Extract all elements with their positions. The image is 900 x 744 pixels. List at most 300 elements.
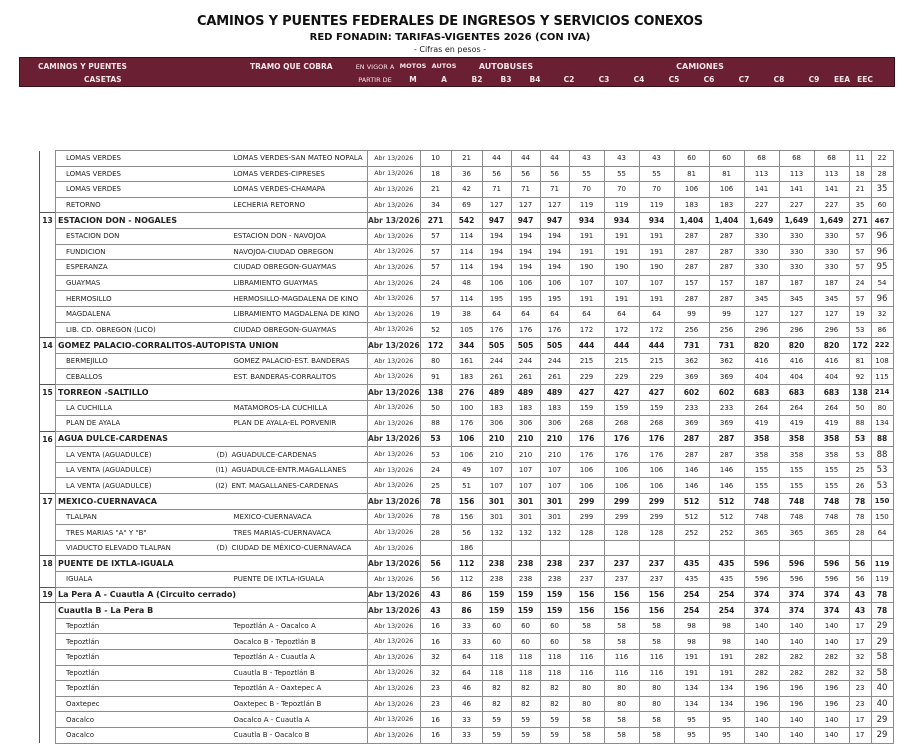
tariff-c3: 299 — [604, 494, 639, 510]
tariff-c7: 140 — [744, 634, 779, 650]
tariff-auto: 114 — [451, 244, 482, 260]
tariff-b4: 82 — [540, 681, 569, 697]
tariff-c2: 237 — [569, 572, 604, 588]
effective-date: Abr 13/2026 — [368, 462, 421, 478]
segment-cell — [206, 447, 368, 463]
toll-booth-name: Tepoztlán — [56, 650, 206, 666]
tariff-c8: 187 — [779, 275, 814, 291]
tariff-c5: 369 — [674, 416, 709, 432]
route-name: TORREON -SALTILLO — [56, 384, 368, 400]
tariff-b4: 60 — [540, 634, 569, 650]
tariff-b2: 176 — [482, 322, 511, 338]
table-row — [40, 416, 894, 432]
tariff-c2: 176 — [569, 431, 604, 447]
tariff-c4: 159 — [639, 400, 674, 416]
table-row — [40, 166, 894, 182]
tariff-c3: 107 — [604, 275, 639, 291]
table-row — [40, 696, 894, 712]
tariff-eec: 86 — [871, 322, 893, 338]
effective-date: Abr 13/2026 — [368, 665, 421, 681]
toll-booth-name: LOMAS VERDES — [56, 182, 206, 198]
tariff-c9: 282 — [814, 650, 849, 666]
tariff-b4: 82 — [540, 696, 569, 712]
tariff-c6: 254 — [709, 603, 744, 619]
toll-booth-name: Oacalco — [56, 727, 206, 743]
tariff-c9: 140 — [814, 618, 849, 634]
tariff-auto: 86 — [451, 603, 482, 619]
tariff-b3: 159 — [511, 587, 540, 603]
tariff-c3: 268 — [604, 416, 639, 432]
tariff-eec: 96 — [871, 291, 893, 307]
tariff-c4: 116 — [639, 665, 674, 681]
tariff-c6: 146 — [709, 478, 744, 494]
tariff-c8: 296 — [779, 322, 814, 338]
document-subtitle: RED FONADIN: TARIFAS-VIGENTES 2026 (CON IVA) — [309, 32, 591, 43]
tariff-auto: 56 — [451, 525, 482, 541]
route-name: GOMEZ PALACIO-CORRALITOS-AUTOPISTA UNION — [56, 338, 368, 354]
route-number — [40, 603, 56, 619]
tariff-auto: 21 — [451, 151, 482, 167]
effective-date: Abr 13/2026 — [368, 369, 421, 385]
table-row — [40, 260, 894, 276]
tariff-b3: 64 — [511, 306, 540, 322]
tariff-b2: 238 — [482, 572, 511, 588]
tariff-eea: 25 — [849, 462, 871, 478]
tariff-eea: 56 — [849, 572, 871, 588]
route-number: 14 — [40, 338, 56, 354]
tariff-c6: 191 — [709, 650, 744, 666]
effective-date: Abr 13/2026 — [368, 540, 421, 556]
tariff-eec: 96 — [871, 244, 893, 260]
tariff-c9: 264 — [814, 400, 849, 416]
tariff-b3: 505 — [511, 338, 540, 354]
tariff-eec: 150 — [871, 494, 893, 510]
tariff-c6: 362 — [709, 353, 744, 369]
tariff-c6: 98 — [709, 618, 744, 634]
segment-name: Cuautla B - Tepoztlán B — [233, 668, 315, 677]
tariff-c3: 191 — [604, 291, 639, 307]
tariff-b2: 82 — [482, 681, 511, 697]
tariff-b3: 82 — [511, 681, 540, 697]
tariff-c6: 81 — [709, 166, 744, 182]
effective-date: Abr 13/2026 — [368, 384, 421, 400]
route-number — [40, 696, 56, 712]
tariff-c2: 427 — [569, 384, 604, 400]
tariff-auto: 114 — [451, 260, 482, 276]
route-number: 17 — [40, 494, 56, 510]
segment-name: HERMOSILLO-MAGDALENA DE KINO — [233, 294, 359, 303]
effective-date: Abr 13/2026 — [368, 650, 421, 666]
table-row — [40, 665, 894, 681]
tariff-moto: 32 — [420, 665, 451, 681]
tariff-c9: 227 — [814, 197, 849, 213]
segment-cell — [206, 275, 368, 291]
tariff-b2: 194 — [482, 260, 511, 276]
segment-name: Tepoztlán A - Oacalco A — [233, 622, 316, 631]
tariff-c8: 820 — [779, 338, 814, 354]
tariff-c9: 196 — [814, 696, 849, 712]
tariff-b4: 194 — [540, 244, 569, 260]
tariff-c2: 156 — [569, 587, 604, 603]
tariff-eec: 467 — [871, 213, 893, 229]
effective-date: Abr 13/2026 — [368, 431, 421, 447]
tariff-c3: 116 — [604, 665, 639, 681]
tariff-c4: 172 — [639, 322, 674, 338]
tariff-c5: 60 — [674, 151, 709, 167]
tariff-c5: 254 — [674, 603, 709, 619]
tariff-b2: 56 — [482, 166, 511, 182]
tariff-c6: 287 — [709, 291, 744, 307]
group-row — [40, 431, 894, 447]
segment-cell — [206, 681, 368, 697]
tariff-eea: 78 — [849, 494, 871, 510]
segment-cell — [206, 416, 368, 432]
tariff-c9: 345 — [814, 291, 849, 307]
toll-booth-name: IGUALA — [56, 572, 206, 588]
tariff-c9: 140 — [814, 634, 849, 650]
tariff-c5: 146 — [674, 478, 709, 494]
tariff-c7: 296 — [744, 322, 779, 338]
tariff-moto: 50 — [420, 400, 451, 416]
tariff-auto: 276 — [451, 384, 482, 400]
route-number — [40, 525, 56, 541]
tariff-eea: 56 — [849, 556, 871, 572]
tariff-c7: 330 — [744, 228, 779, 244]
tariff-eea: 172 — [849, 338, 871, 354]
tariff-moto: 53 — [420, 447, 451, 463]
tariff-c9: 404 — [814, 369, 849, 385]
tariff-b3: 301 — [511, 494, 540, 510]
tariff-auto: 36 — [451, 166, 482, 182]
tariff-b3: 107 — [511, 462, 540, 478]
tariff-c5: 254 — [674, 587, 709, 603]
segment-name: LOMAS VERDES-CHAMAPA — [233, 185, 326, 194]
tariff-c7: 196 — [744, 696, 779, 712]
tariff-eec: 35 — [871, 182, 893, 198]
tariff-eec: 29 — [871, 634, 893, 650]
tariff-moto: 25 — [420, 478, 451, 494]
tariff-c3: 58 — [604, 712, 639, 728]
tariff-b3: 44 — [511, 151, 540, 167]
tariff-c9: 683 — [814, 384, 849, 400]
segment-name: Oaxtepec B - Tepoztlán B — [233, 700, 322, 709]
group-row — [40, 494, 894, 510]
tariff-c4: 58 — [639, 727, 674, 743]
tariff-c8: 155 — [779, 462, 814, 478]
tariff-b3: 244 — [511, 353, 540, 369]
tariff-c9: 748 — [814, 509, 849, 525]
tariff-eec: 78 — [871, 587, 893, 603]
tariff-c3: 159 — [604, 400, 639, 416]
tariff-moto: 56 — [420, 572, 451, 588]
route-number: 16 — [40, 431, 56, 447]
tariff-b4: 194 — [540, 260, 569, 276]
tariff-moto: 52 — [420, 322, 451, 338]
tariff-c6: 191 — [709, 665, 744, 681]
tariff-auto: 51 — [451, 478, 482, 494]
tariff-b2: 60 — [482, 634, 511, 650]
effective-date: Abr 13/2026 — [368, 353, 421, 369]
tariff-c2: 299 — [569, 494, 604, 510]
route-number — [40, 540, 56, 556]
header-eea: EEA — [833, 75, 851, 84]
tariff-c8: 596 — [779, 556, 814, 572]
tariff-c4: 191 — [639, 228, 674, 244]
header-c6: C6 — [703, 75, 715, 84]
tariff-c7: 264 — [744, 400, 779, 416]
segment-cell — [206, 182, 368, 198]
tariff-auto: 186 — [451, 540, 482, 556]
tariff-c2: 299 — [569, 509, 604, 525]
tariff-b3: 60 — [511, 618, 540, 634]
tariff-c4: 237 — [639, 556, 674, 572]
tariff-c9: 155 — [814, 478, 849, 494]
tariff-c5: 287 — [674, 447, 709, 463]
group-row — [40, 587, 894, 603]
table-row — [40, 572, 894, 588]
tariff-c2: 106 — [569, 478, 604, 494]
tariff-c6: 287 — [709, 228, 744, 244]
route-number — [40, 306, 56, 322]
effective-date: Abr 13/2026 — [368, 338, 421, 354]
effective-date: Abr 13/2026 — [368, 712, 421, 728]
tariff-b3: 176 — [511, 322, 540, 338]
tariff-c4: 156 — [639, 603, 674, 619]
tariff-c5: 99 — [674, 306, 709, 322]
tariff-c6: 134 — [709, 681, 744, 697]
tariff-c8: 1,649 — [779, 213, 814, 229]
tariff-c6: 369 — [709, 416, 744, 432]
tariff-c4: 116 — [639, 650, 674, 666]
tariff-eea: 23 — [849, 696, 871, 712]
tariff-c4: 106 — [639, 462, 674, 478]
tariff-moto: 24 — [420, 462, 451, 478]
tariff-c8: 416 — [779, 353, 814, 369]
route-name: AGUA DULCE-CARDENAS — [56, 431, 368, 447]
tariff-b3: 238 — [511, 572, 540, 588]
toll-booth-name: LA VENTA (AGUADULCE) — [56, 478, 206, 494]
tariff-c6: 512 — [709, 509, 744, 525]
header-c2: C2 — [563, 75, 575, 84]
tariff-c6: 95 — [709, 727, 744, 743]
table-row — [40, 650, 894, 666]
tariff-b4: 106 — [540, 275, 569, 291]
segment-cell — [206, 540, 368, 556]
tariff-c4: 427 — [639, 384, 674, 400]
tariff-c9: 374 — [814, 603, 849, 619]
tariff-moto: 57 — [420, 291, 451, 307]
tariff-c3: 176 — [604, 447, 639, 463]
segment-name: MEXICO-CUERNAVACA — [233, 512, 312, 521]
tariff-eea: 18 — [849, 166, 871, 182]
tariff-eea: 57 — [849, 228, 871, 244]
tariff-c7: 358 — [744, 431, 779, 447]
tariff-b2: 60 — [482, 618, 511, 634]
tariff-c9: 330 — [814, 260, 849, 276]
effective-date: Abr 13/2026 — [368, 509, 421, 525]
tariff-moto: 57 — [420, 244, 451, 260]
tariff-b4: 183 — [540, 400, 569, 416]
tariff-b2: 107 — [482, 462, 511, 478]
route-number — [40, 353, 56, 369]
effective-date: Abr 13/2026 — [368, 696, 421, 712]
table-row — [40, 400, 894, 416]
toll-booth-name: VIADUCTO ELEVADO TLALPAN — [56, 540, 206, 556]
tariff-c5: 362 — [674, 353, 709, 369]
tariff-c5 — [674, 540, 709, 556]
tariff-auto: 105 — [451, 322, 482, 338]
segment-cell — [206, 665, 368, 681]
toll-booth-name: Oaxtepec — [56, 696, 206, 712]
tariff-c9: 140 — [814, 712, 849, 728]
tariff-b2: 107 — [482, 478, 511, 494]
tariff-moto: 32 — [420, 650, 451, 666]
tariff-b2: 244 — [482, 353, 511, 369]
tariff-auto: 344 — [451, 338, 482, 354]
route-number — [40, 634, 56, 650]
effective-date: Abr 13/2026 — [368, 197, 421, 213]
tariff-c9: 358 — [814, 447, 849, 463]
tariff-b4: 210 — [540, 447, 569, 463]
tariff-auto: 33 — [451, 727, 482, 743]
header-c7: C7 — [738, 75, 750, 84]
tariff-c9: 330 — [814, 228, 849, 244]
tariff-c2: 58 — [569, 712, 604, 728]
tariff-b2: 489 — [482, 384, 511, 400]
tariff-c6: 369 — [709, 369, 744, 385]
tariff-c7: 282 — [744, 665, 779, 681]
tariff-c4: 43 — [639, 151, 674, 167]
tariff-auto: 46 — [451, 681, 482, 697]
effective-date: Abr 13/2026 — [368, 556, 421, 572]
tariff-c4: 190 — [639, 260, 674, 276]
tariff-c7: 155 — [744, 478, 779, 494]
segment-cell — [206, 197, 368, 213]
tariff-c2: 229 — [569, 369, 604, 385]
segment-name: TRES MARIAS-CUERNAVACA — [233, 528, 331, 537]
tariff-c2: 934 — [569, 213, 604, 229]
tariff-moto: 24 — [420, 275, 451, 291]
tariff-b4: 127 — [540, 197, 569, 213]
tariff-b3: 183 — [511, 400, 540, 416]
tariff-moto: 10 — [420, 151, 451, 167]
tariff-b2: 194 — [482, 228, 511, 244]
table-row — [40, 478, 894, 494]
tariff-c8: 227 — [779, 197, 814, 213]
currency-note: - Cifras en pesos - — [413, 45, 487, 54]
tariff-c2: 176 — [569, 447, 604, 463]
tariff-auto: 33 — [451, 634, 482, 650]
tariff-eec: 95 — [871, 260, 893, 276]
tariff-c5: 602 — [674, 384, 709, 400]
effective-date: Abr 13/2026 — [368, 525, 421, 541]
tariff-c6: 287 — [709, 260, 744, 276]
route-number — [40, 712, 56, 728]
tariff-c4: 268 — [639, 416, 674, 432]
effective-date: Abr 13/2026 — [368, 306, 421, 322]
tariff-c7: 596 — [744, 572, 779, 588]
tariff-c5: 98 — [674, 618, 709, 634]
toll-booth-name: Tepoztlán — [56, 618, 206, 634]
tariff-c2: 268 — [569, 416, 604, 432]
table-row — [40, 322, 894, 338]
tariff-c9: 113 — [814, 166, 849, 182]
tariff-c4: 58 — [639, 712, 674, 728]
tariff-auto: 100 — [451, 400, 482, 416]
header-autos: AUTOS — [431, 62, 457, 70]
segment-cell — [206, 244, 368, 260]
route-number — [40, 369, 56, 385]
tariff-b2: 301 — [482, 494, 511, 510]
tariff-c6: 99 — [709, 306, 744, 322]
tariff-c9: 596 — [814, 556, 849, 572]
tariff-auto: 69 — [451, 197, 482, 213]
tariff-b4: 210 — [540, 431, 569, 447]
tariff-c5: 252 — [674, 525, 709, 541]
tariff-c3: 237 — [604, 556, 639, 572]
tariff-c7: 345 — [744, 291, 779, 307]
direction-prefix: (D) — [216, 544, 228, 553]
segment-name: PLAN DE AYALA-EL PORVENIR — [233, 419, 337, 428]
segment-name: ENT. MAGALLANES-CARDENAS — [231, 481, 339, 490]
tariff-eea: 17 — [849, 727, 871, 743]
tariff-eea: 43 — [849, 603, 871, 619]
tariff-b4: 194 — [540, 228, 569, 244]
table-row — [40, 525, 894, 541]
tariff-eea: 17 — [849, 634, 871, 650]
tariff-auto: 156 — [451, 509, 482, 525]
toll-booth-name: TLALPAN — [56, 509, 206, 525]
tariff-eea: 17 — [849, 618, 871, 634]
tariff-c3: 190 — [604, 260, 639, 276]
tariff-auto: 33 — [451, 618, 482, 634]
tariff-c8: 264 — [779, 400, 814, 416]
header-b4: B4 — [529, 75, 541, 84]
tariff-c8: 140 — [779, 618, 814, 634]
tariff-c3: 934 — [604, 213, 639, 229]
tariff-c3: 215 — [604, 353, 639, 369]
tariff-auto: 64 — [451, 665, 482, 681]
tariff-c6: 512 — [709, 494, 744, 510]
route-number — [40, 182, 56, 198]
tariff-c7: 330 — [744, 260, 779, 276]
tariff-eea: 81 — [849, 353, 871, 369]
route-number — [40, 509, 56, 525]
tariff-moto: 78 — [420, 494, 451, 510]
segment-name: AGUADULCE-ENTR.MAGALLANES — [231, 466, 347, 475]
tariff-c6: 252 — [709, 525, 744, 541]
tariff-moto: 19 — [420, 306, 451, 322]
route-number — [40, 291, 56, 307]
tariff-c6: 233 — [709, 400, 744, 416]
tariff-eea: 28 — [849, 525, 871, 541]
tariff-c4: 58 — [639, 618, 674, 634]
tariff-eea: 26 — [849, 478, 871, 494]
header-c9: C9 — [808, 75, 820, 84]
route-name: ESTACION DON - NOGALES — [56, 213, 368, 229]
tariff-moto: 23 — [420, 696, 451, 712]
tariff-c6: 157 — [709, 275, 744, 291]
tariff-c9: 419 — [814, 416, 849, 432]
tariff-c7: 140 — [744, 618, 779, 634]
table-row — [40, 369, 894, 385]
tariff-c7: 404 — [744, 369, 779, 385]
header-camiones: CAMIONES — [676, 62, 724, 71]
table-row — [40, 681, 894, 697]
tariff-moto: 57 — [420, 228, 451, 244]
tariff-c3: 176 — [604, 431, 639, 447]
tariff-b3 — [511, 540, 540, 556]
